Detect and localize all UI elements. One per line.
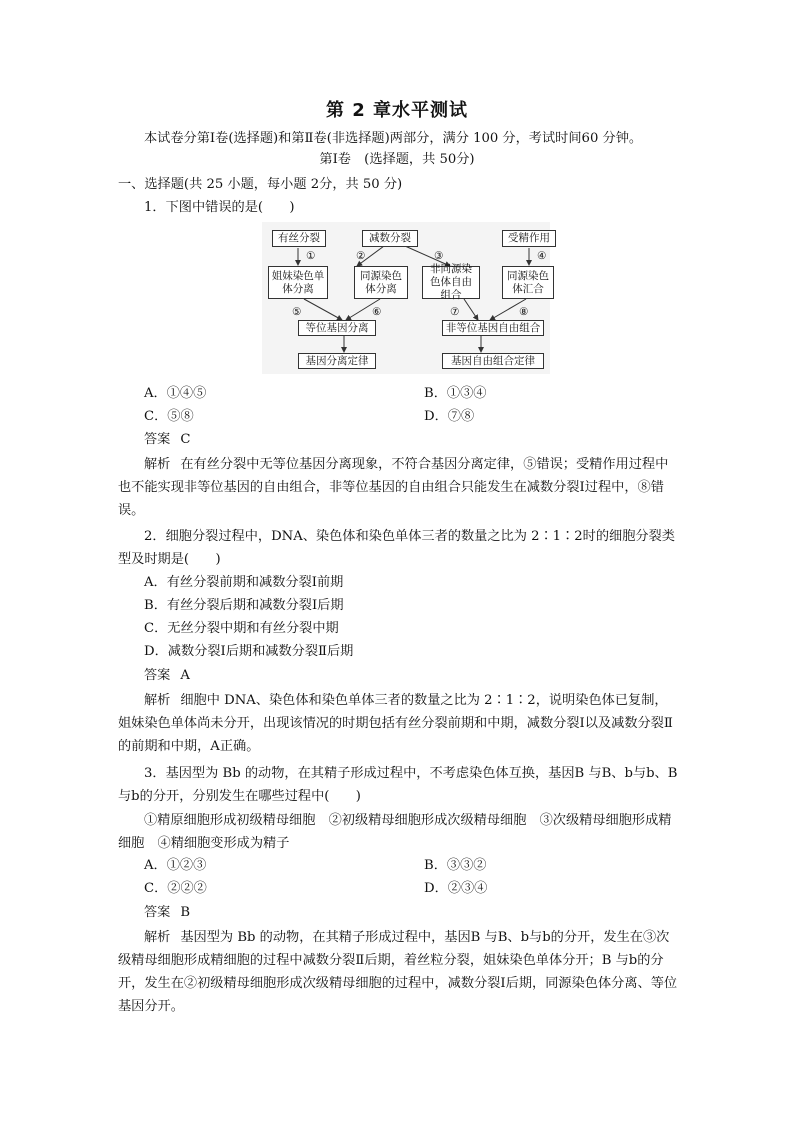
q2-option-a: A．有丝分裂前期和减数分裂Ⅰ前期 xyxy=(144,575,344,590)
answer-value: B xyxy=(180,905,191,920)
box-nonhomolog-free: 非同源染色体自由组合 xyxy=(422,266,480,299)
q1-option-a: A．①④⑤ xyxy=(144,386,207,401)
q2-answer xyxy=(144,666,190,686)
label-7: ⑦ xyxy=(450,306,460,318)
q3-answer xyxy=(144,903,190,923)
q3-option-b: B．③③② xyxy=(424,858,487,873)
box-segregation-law: 基因分离定律 xyxy=(298,353,376,369)
box-assortment-law: 基因自由组合定律 xyxy=(442,353,544,369)
analysis-text: 在有丝分裂中无等位基因分离现象，不符合基因分离定律，⑤错误；受精作用过程中也不能实现非等位基因的自由组合，非等位基因的自由组合只能发生在减数分裂Ⅰ过程中，⑧错误。 xyxy=(118,457,669,518)
analysis-text: 细胞中 DNA、染色体和染色单体三者的数量之比为 2∶1∶2，说明染色体已复制，姐妹染色单体尚未分开，出现该情况的时期包括有丝分裂前期和中期，减数分裂Ⅰ以及减数分裂Ⅱ的前期和中期，A正确。 xyxy=(118,693,673,754)
q2-stem: 2．细胞分裂过程中，DNA、染色体和染色单体三者的数量之比为 2∶1∶2时的细胞分裂类型及时期是( ) xyxy=(118,529,675,567)
label-8: ⑧ xyxy=(519,306,529,318)
volume-heading: 第Ⅰ卷 (选择题，共 50分) xyxy=(319,152,475,167)
answer-value: C xyxy=(180,432,191,447)
q2-option-d: D．减数分裂Ⅰ后期和减数分裂Ⅱ后期 xyxy=(144,644,354,659)
page-title: 第 2 章水平测试 xyxy=(325,100,469,121)
box-nonallele-free: 非等位基因自由组合 xyxy=(442,320,544,336)
section-heading: 一、选择题(共 25 小题，每小题 2分，共 50 分) xyxy=(118,177,403,192)
q1-option-b: B．①③④ xyxy=(424,386,487,401)
q3-option-d: D．②③④ xyxy=(424,881,488,896)
label-4: ④ xyxy=(537,250,547,262)
q3-stem: 3．基因型为 Bb 的动物，在其精子形成过程中，不考虑染色体互换，基因B 与B、b与b、B与b的分开，分别发生在哪些过程中( ) xyxy=(118,766,678,804)
q1-option-d: D．⑦⑧ xyxy=(424,409,475,424)
q2-analysis xyxy=(118,689,678,758)
q1-analysis xyxy=(118,453,678,522)
box-mitosis: 有丝分裂 xyxy=(272,230,326,247)
box-sister-separation: 姐妹染色单体分离 xyxy=(268,266,328,299)
q2-option-c: C．无丝分裂中期和有丝分裂中期 xyxy=(144,621,339,636)
box-homolog-gather: 同源染色体汇合 xyxy=(502,266,554,299)
box-meiosis: 减数分裂 xyxy=(362,230,418,247)
box-homolog-separation: 同源染色体分离 xyxy=(354,266,408,299)
label-1: ① xyxy=(306,250,316,262)
analysis-label: 解析 xyxy=(144,930,171,945)
q3-analysis xyxy=(118,926,678,1018)
q1-diagram xyxy=(262,222,550,374)
analysis-label: 解析 xyxy=(144,457,171,472)
q3-option-c: C．②②② xyxy=(144,881,207,896)
label-3: ③ xyxy=(434,250,444,262)
q2-option-b: B．有丝分裂后期和减数分裂Ⅰ后期 xyxy=(144,598,344,613)
label-6: ⑥ xyxy=(372,306,382,318)
analysis-label: 解析 xyxy=(144,693,171,708)
answer-label: 答案 xyxy=(144,432,171,447)
analysis-text: 基因型为 Bb 的动物，在其精子形成过程中，基因B 与B、b与b的分开，发生在③次级精母细胞形成精细胞的过程中减数分裂Ⅱ后期，着丝粒分裂，姐妹染色单体分开；B 与b的分开，发生在②初级精母细胞形成次级精母细胞的过程中，减数分裂Ⅰ后期，同源染色体分离、等位基因分开。 xyxy=(118,930,678,1014)
box-allele-separation: 等位基因分离 xyxy=(298,320,376,336)
q1-stem: 1．下图中错误的是( ) xyxy=(144,200,295,215)
answer-value: A xyxy=(180,668,190,683)
q3-option-a: A．①②③ xyxy=(144,858,207,873)
answer-label: 答案 xyxy=(144,905,171,920)
intro-text: 本试卷分第Ⅰ卷(选择题)和第Ⅱ卷(非选择题)两部分，满分 100 分，考试时间60 分钟。 xyxy=(144,131,643,146)
box-fertilization: 受精作用 xyxy=(502,230,556,247)
answer-label: 答案 xyxy=(144,668,171,683)
q3-items: ①精原细胞形成初级精母细胞 ②初级精母细胞形成次级精母细胞 ③次级精母细胞形成精细胞 ④精细胞变形成为精子 xyxy=(118,813,672,851)
label-2: ② xyxy=(356,250,366,262)
label-5: ⑤ xyxy=(292,306,302,318)
q1-answer xyxy=(144,430,190,450)
q1-option-c: C．⑤⑧ xyxy=(144,409,194,424)
